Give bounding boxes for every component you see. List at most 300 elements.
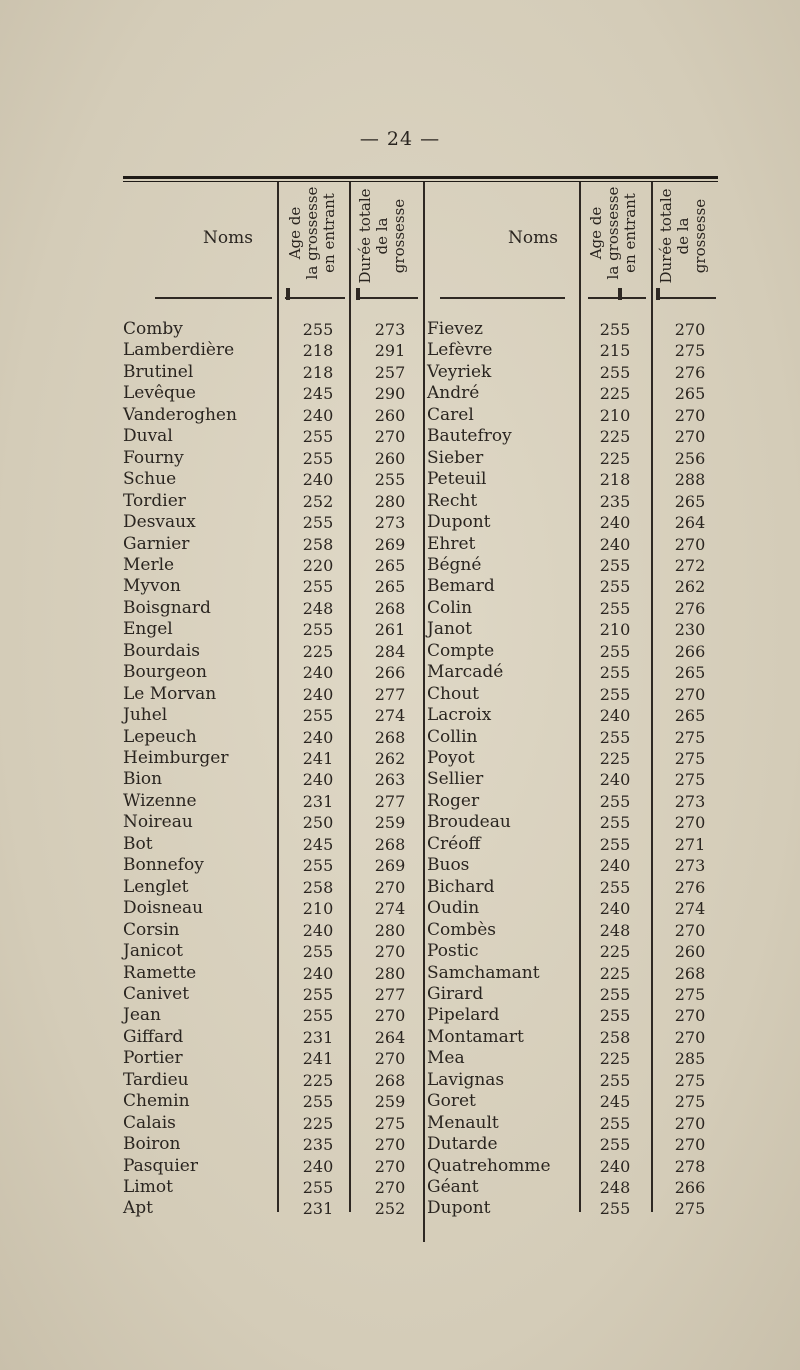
name-right-cell: Lefèvre [427, 340, 493, 361]
duree-right-cell: 275 [674, 727, 706, 747]
header-rule [155, 297, 272, 299]
duree-left-cell: 261 [374, 620, 406, 640]
name-right-cell: Montamart [427, 1026, 524, 1047]
age-left-cell: 241 [302, 1049, 334, 1069]
page-number: — 24 — [359, 128, 441, 150]
name-right-cell: Bichard [427, 876, 495, 897]
duree-left-cell: 274 [374, 706, 406, 726]
table-row [0, 941, 800, 963]
age-left-cell: 245 [302, 834, 334, 854]
age-right-cell: 255 [599, 877, 631, 897]
age-right-cell: 218 [599, 470, 631, 490]
age-right-cell: 225 [599, 1049, 631, 1069]
duree-left-cell: 263 [374, 770, 406, 790]
name-left-cell: Chemin [123, 1091, 190, 1112]
table-row [0, 491, 800, 513]
age-left-cell: 240 [302, 470, 334, 490]
duree-left-cell: 259 [374, 813, 406, 833]
age-right-cell: 255 [599, 1199, 631, 1219]
table-row [0, 405, 800, 427]
age-right-cell: 225 [599, 427, 631, 447]
header-rule [656, 297, 716, 299]
age-left-cell: 210 [302, 899, 334, 919]
name-right-cell: Recht [427, 490, 478, 511]
name-left-cell: Heimburger [123, 748, 229, 768]
age-right-cell: 235 [599, 491, 631, 511]
duree-right-cell: 275 [674, 341, 706, 361]
duree-right-cell: 275 [674, 1070, 706, 1090]
age-right-cell: 255 [599, 1113, 631, 1133]
name-left-cell: Lamberdière [123, 340, 235, 361]
table-row [0, 984, 800, 1006]
table-row [0, 362, 800, 384]
duree-left-cell: 264 [374, 1027, 406, 1047]
duree-right-cell: 266 [674, 641, 706, 661]
duree-left-cell: 265 [374, 555, 406, 575]
table-row [0, 705, 800, 727]
header-tick [286, 288, 290, 300]
name-left-cell: Tardieu [123, 1069, 189, 1090]
age-left-cell: 240 [302, 963, 334, 983]
duree-right-cell: 274 [674, 899, 706, 919]
name-left-cell: Bourdais [123, 640, 200, 661]
age-left-cell: 240 [302, 727, 334, 747]
name-right-cell: Marcadé [427, 662, 504, 683]
duree-right-cell: 278 [674, 1156, 706, 1176]
table-row [0, 340, 800, 362]
duree-right-cell: 270 [674, 920, 706, 940]
name-left-cell: Tordier [123, 490, 186, 511]
age-right-cell: 255 [599, 791, 631, 811]
table-row [0, 576, 800, 598]
name-left-cell: Levêque [123, 383, 196, 404]
age-right-cell: 255 [599, 684, 631, 704]
header-noms-right: Noms [508, 228, 558, 248]
age-right-cell: 225 [599, 963, 631, 983]
table-row [0, 1198, 800, 1220]
duree-left-cell: 280 [374, 491, 406, 511]
name-left-cell: Lenglet [123, 876, 189, 897]
duree-left-cell: 277 [374, 984, 406, 1004]
age-right-cell: 255 [599, 598, 631, 618]
duree-left-cell: 270 [374, 1135, 406, 1155]
name-right-cell: Compte [427, 640, 495, 661]
name-right-cell: Sieber [427, 447, 484, 468]
name-right-cell: Girard [427, 983, 484, 1004]
table-row [0, 1070, 800, 1092]
age-left-cell: 255 [302, 448, 334, 468]
name-right-cell: Collin [427, 726, 478, 747]
age-right-cell: 240 [599, 513, 631, 533]
age-left-cell: 245 [302, 384, 334, 404]
age-right-cell: 245 [599, 1092, 631, 1112]
age-left-cell: 255 [302, 984, 334, 1004]
duree-right-cell: 276 [674, 598, 706, 618]
name-right-cell: André [427, 383, 480, 404]
duree-left-cell: 270 [374, 942, 406, 962]
name-right-cell: Dupont [427, 512, 491, 533]
age-right-cell: 240 [599, 1156, 631, 1176]
name-left-cell: Calais [123, 1112, 176, 1133]
name-right-cell: Bautefroy [427, 426, 512, 447]
name-left-cell: Schue [123, 469, 177, 490]
name-right-cell: Postic [427, 941, 479, 962]
age-right-cell: 240 [599, 534, 631, 554]
duree-right-cell: 275 [674, 749, 706, 768]
duree-right-cell: 270 [674, 1027, 706, 1047]
header-rule [285, 297, 345, 299]
name-left-cell: Apt [123, 1198, 153, 1219]
name-left-cell: Giffard [123, 1026, 184, 1047]
duree-left-cell: 273 [374, 513, 406, 533]
name-left-cell: Vanderoghen [123, 404, 237, 425]
table-row [0, 1091, 800, 1113]
name-left-cell: Pasquier [123, 1155, 198, 1176]
name-left-cell: Fourny [123, 447, 184, 468]
age-right-cell: 240 [599, 899, 631, 919]
duree-right-cell: 265 [674, 384, 706, 404]
table-top-rule [123, 176, 718, 179]
header-age-right: Age de la grossesse en entrant [587, 186, 639, 280]
table-row [0, 1156, 800, 1178]
table-row [0, 1134, 800, 1156]
duree-right-cell: 265 [674, 491, 706, 511]
table-row [0, 426, 800, 448]
age-right-cell: 210 [599, 405, 631, 425]
age-right-cell: 255 [599, 834, 631, 854]
age-left-cell: 225 [302, 641, 334, 661]
duree-left-cell: 255 [374, 470, 406, 490]
age-left-cell: 252 [302, 491, 334, 511]
name-left-cell: Juhel [123, 705, 168, 726]
duree-left-cell: 262 [374, 749, 406, 768]
name-left-cell: Doisneau [123, 898, 204, 919]
table-row [0, 963, 800, 985]
name-right-cell: Poyot [427, 748, 475, 768]
duree-left-cell: 284 [374, 641, 406, 661]
duree-left-cell: 268 [374, 1070, 406, 1090]
age-left-cell: 225 [302, 1113, 334, 1133]
duree-right-cell: 266 [674, 1178, 706, 1197]
table-row [0, 641, 800, 663]
age-right-cell: 255 [599, 320, 631, 339]
age-left-cell: 240 [302, 405, 334, 425]
duree-left-cell: 270 [374, 427, 406, 447]
duree-right-cell: 270 [674, 427, 706, 447]
age-right-cell: 258 [599, 1027, 631, 1047]
age-right-cell: 240 [599, 706, 631, 726]
name-left-cell: Corsin [123, 919, 180, 940]
age-right-cell: 255 [599, 663, 631, 683]
name-right-cell: Lavignas [427, 1069, 505, 1090]
duree-left-cell: 269 [374, 856, 406, 876]
duree-right-cell: 275 [674, 770, 706, 790]
duree-right-cell: 264 [674, 513, 706, 533]
name-right-cell: Combès [427, 919, 497, 940]
name-left-cell: Boisgnard [123, 597, 211, 618]
header-tick [618, 288, 622, 300]
name-right-cell: Créoff [427, 833, 481, 854]
table-row [0, 748, 800, 770]
duree-right-cell: 262 [674, 577, 706, 597]
duree-left-cell: 273 [374, 320, 406, 339]
duree-left-cell: 260 [374, 405, 406, 425]
name-right-cell: Mea [427, 1048, 465, 1069]
header-duree-left: Durée totale de la grossesse [356, 188, 408, 284]
age-left-cell: 255 [302, 1178, 334, 1197]
duree-right-cell: 275 [674, 1092, 706, 1112]
duree-right-cell: 271 [674, 834, 706, 854]
age-right-cell: 248 [599, 920, 631, 940]
duree-right-cell: 275 [674, 984, 706, 1004]
age-right-cell: 255 [599, 727, 631, 747]
table-row [0, 512, 800, 534]
table-row [0, 684, 800, 706]
name-right-cell: Goret [427, 1091, 476, 1112]
table-row [0, 1177, 800, 1199]
age-right-cell: 255 [599, 641, 631, 661]
duree-left-cell: 290 [374, 384, 406, 404]
age-left-cell: 255 [302, 620, 334, 640]
table-row [0, 534, 800, 556]
table-row [0, 319, 800, 341]
age-right-cell: 225 [599, 749, 631, 768]
table-row [0, 812, 800, 834]
name-right-cell: Menault [427, 1112, 499, 1133]
duree-left-cell: 291 [374, 341, 406, 361]
name-left-cell: Bonnefoy [123, 855, 204, 876]
name-right-cell: Buos [427, 855, 470, 876]
age-left-cell: 248 [302, 598, 334, 618]
age-right-cell: 255 [599, 1006, 631, 1026]
duree-left-cell: 268 [374, 598, 406, 618]
name-right-cell: Broudeau [427, 812, 511, 833]
table-row [0, 834, 800, 856]
duree-right-cell: 275 [674, 1199, 706, 1219]
name-left-cell: Wizenne [123, 790, 197, 811]
duree-left-cell: 260 [374, 448, 406, 468]
table-row [0, 877, 800, 899]
duree-left-cell: 268 [374, 727, 406, 747]
duree-left-cell: 270 [374, 1049, 406, 1069]
name-right-cell: Chout [427, 683, 479, 704]
duree-right-cell: 270 [674, 813, 706, 833]
duree-left-cell: 275 [374, 1113, 406, 1133]
age-left-cell: 241 [302, 749, 334, 768]
table-row [0, 920, 800, 942]
name-left-cell: Portier [123, 1048, 183, 1069]
age-left-cell: 250 [302, 813, 334, 833]
age-left-cell: 240 [302, 920, 334, 940]
duree-left-cell: 266 [374, 663, 406, 683]
duree-left-cell: 257 [374, 362, 406, 382]
name-left-cell: Jean [123, 1005, 161, 1026]
duree-left-cell: 280 [374, 963, 406, 983]
table-row [0, 598, 800, 620]
duree-left-cell: 252 [374, 1199, 406, 1219]
header-age-left: Age de la grossesse en entrant [286, 186, 338, 280]
table-row [0, 469, 800, 491]
duree-right-cell: 256 [674, 448, 706, 468]
table-row [0, 448, 800, 470]
name-left-cell: Myvon [123, 576, 181, 597]
duree-left-cell: 265 [374, 577, 406, 597]
name-right-cell: Ehret [427, 533, 476, 554]
age-left-cell: 258 [302, 877, 334, 897]
age-right-cell: 255 [599, 1135, 631, 1155]
age-left-cell: 255 [302, 577, 334, 597]
age-right-cell: 255 [599, 984, 631, 1004]
table-row [0, 619, 800, 641]
name-right-cell: Lacroix [427, 705, 492, 726]
table-row [0, 727, 800, 749]
header-rule [588, 297, 646, 299]
header-rule [356, 297, 418, 299]
duree-right-cell: 270 [674, 1006, 706, 1026]
name-left-cell: Comby [123, 319, 183, 339]
header-noms-left: Noms [203, 228, 253, 248]
header-rule [440, 297, 565, 299]
duree-left-cell: 277 [374, 791, 406, 811]
age-left-cell: 255 [302, 1006, 334, 1026]
name-right-cell: Oudin [427, 898, 480, 919]
age-left-cell: 235 [302, 1135, 334, 1155]
age-left-cell: 231 [302, 791, 334, 811]
name-right-cell: Colin [427, 597, 473, 618]
duree-right-cell: 276 [674, 362, 706, 382]
name-right-cell: Dutarde [427, 1134, 498, 1155]
duree-left-cell: 270 [374, 1178, 406, 1197]
name-left-cell: Janicot [123, 941, 183, 962]
name-right-cell: Sellier [427, 769, 484, 790]
duree-right-cell: 276 [674, 877, 706, 897]
table-row [0, 898, 800, 920]
name-left-cell: Merle [123, 554, 175, 575]
name-left-cell: Brutinel [123, 361, 194, 382]
duree-right-cell: 273 [674, 791, 706, 811]
name-left-cell: Engel [123, 619, 173, 640]
name-left-cell: Canivet [123, 983, 190, 1004]
duree-right-cell: 270 [674, 684, 706, 704]
table-row [0, 791, 800, 813]
age-right-cell: 255 [599, 1070, 631, 1090]
table-row [0, 1113, 800, 1135]
duree-right-cell: 288 [674, 470, 706, 490]
age-right-cell: 225 [599, 384, 631, 404]
duree-right-cell: 270 [674, 405, 706, 425]
name-left-cell: Le Morvan [123, 683, 217, 704]
name-left-cell: Bot [123, 833, 153, 854]
name-left-cell: Ramette [123, 962, 197, 983]
duree-right-cell: 270 [674, 320, 706, 339]
duree-right-cell: 265 [674, 706, 706, 726]
age-left-cell: 218 [302, 362, 334, 382]
duree-left-cell: 270 [374, 1156, 406, 1176]
name-right-cell: Dupont [427, 1198, 491, 1219]
age-right-cell: 255 [599, 813, 631, 833]
name-right-cell: Bégné [427, 554, 482, 575]
name-left-cell: Lepeuch [123, 726, 197, 747]
duree-right-cell: 265 [674, 663, 706, 683]
age-left-cell: 255 [302, 706, 334, 726]
age-left-cell: 231 [302, 1199, 334, 1219]
age-right-cell: 225 [599, 448, 631, 468]
name-right-cell: Veyriek [427, 361, 492, 382]
age-left-cell: 255 [302, 1092, 334, 1112]
duree-left-cell: 268 [374, 834, 406, 854]
table-row [0, 383, 800, 405]
name-left-cell: Bion [123, 769, 163, 790]
age-left-cell: 258 [302, 534, 334, 554]
name-left-cell: Desvaux [123, 512, 196, 533]
age-left-cell: 255 [302, 942, 334, 962]
name-right-cell: Peteuil [427, 469, 487, 490]
age-left-cell: 255 [302, 856, 334, 876]
table-row [0, 555, 800, 577]
table-row [0, 1005, 800, 1027]
duree-left-cell: 269 [374, 534, 406, 554]
table-row [0, 662, 800, 684]
duree-right-cell: 268 [674, 963, 706, 983]
age-right-cell: 248 [599, 1178, 631, 1197]
name-left-cell: Duval [123, 426, 173, 447]
age-left-cell: 225 [302, 1070, 334, 1090]
name-right-cell: Samchamant [427, 962, 540, 983]
name-left-cell: Noireau [123, 812, 193, 833]
age-left-cell: 231 [302, 1027, 334, 1047]
age-left-cell: 255 [302, 320, 334, 339]
name-right-cell: Géant [427, 1177, 479, 1197]
age-left-cell: 240 [302, 684, 334, 704]
name-left-cell: Boiron [123, 1134, 181, 1155]
age-right-cell: 240 [599, 856, 631, 876]
name-left-cell: Limot [123, 1177, 173, 1197]
duree-left-cell: 277 [374, 684, 406, 704]
age-left-cell: 240 [302, 1156, 334, 1176]
name-right-cell: Pipelard [427, 1005, 500, 1026]
age-right-cell: 255 [599, 362, 631, 382]
duree-left-cell: 270 [374, 877, 406, 897]
age-right-cell: 210 [599, 620, 631, 640]
duree-right-cell: 270 [674, 1113, 706, 1133]
age-left-cell: 220 [302, 555, 334, 575]
name-right-cell: Fievez [427, 319, 483, 339]
table-row [0, 769, 800, 791]
name-right-cell: Janot [427, 619, 472, 640]
name-right-cell: Roger [427, 790, 480, 811]
duree-right-cell: 230 [674, 620, 706, 640]
age-right-cell: 225 [599, 942, 631, 962]
duree-left-cell: 259 [374, 1092, 406, 1112]
age-left-cell: 255 [302, 427, 334, 447]
duree-right-cell: 273 [674, 856, 706, 876]
duree-right-cell: 285 [674, 1049, 706, 1069]
name-right-cell: Carel [427, 404, 474, 425]
name-left-cell: Bourgeon [123, 662, 207, 683]
duree-right-cell: 260 [674, 942, 706, 962]
duree-right-cell: 272 [674, 555, 706, 575]
age-left-cell: 240 [302, 663, 334, 683]
age-right-cell: 255 [599, 577, 631, 597]
table-row [0, 1027, 800, 1049]
duree-right-cell: 270 [674, 534, 706, 554]
age-right-cell: 240 [599, 770, 631, 790]
duree-right-cell: 270 [674, 1135, 706, 1155]
name-right-cell: Quatrehomme [427, 1155, 551, 1176]
duree-left-cell: 274 [374, 899, 406, 919]
age-left-cell: 218 [302, 341, 334, 361]
age-right-cell: 255 [599, 555, 631, 575]
